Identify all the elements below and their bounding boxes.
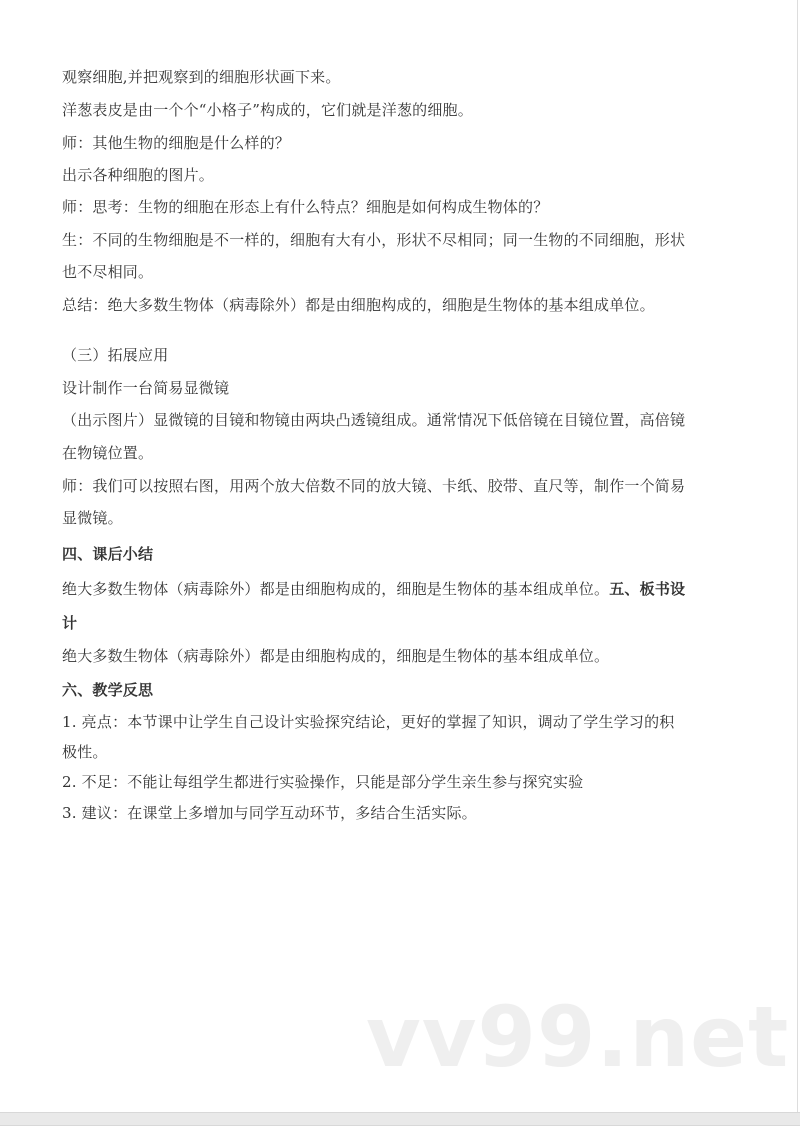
paragraph: 师：其他生物的细胞是什么样的？ [62,134,291,152]
paragraph: 观察细胞,并把观察到的细胞形状画下来。 [62,68,341,86]
paragraph: （出示图片）显微镜的目镜和物镜由两块凸透镜组成。通常情况下低倍镜在目镜位置，高倍镜 [62,411,686,429]
section-heading: 六、教学反思 [62,681,154,699]
paragraph: 总结：绝大多数生物体（病毒除外）都是由细胞构成的，细胞是生物体的基本组成单位。 [62,296,655,314]
section-heading: 四、课后小结 [62,545,154,563]
list-item: 2. 不足：不能让每组学生都进行实验操作，只能是部分学生亲生参与探究实验 [62,773,584,791]
paragraph: 师：思考：生物的细胞在形态上有什么特点？细胞是如何构成生物体的？ [62,198,549,216]
paragraph: 洋葱表皮是由一个个“小格子”构成的，它们就是洋葱的细胞。 [62,101,473,119]
section-heading: （三）拓展应用 [62,346,169,364]
paragraph: 绝大多数生物体（病毒除外）都是由细胞构成的，细胞是生物体的基本组成单位。 [62,647,610,665]
paragraph: 设计制作一台简易显微镜 [62,379,230,397]
paragraph: 在物镜位置。 [62,444,154,462]
paragraph [62,579,685,599]
list-item: 3. 建议：在课堂上多增加与同学互动环节，多结合生活实际。 [62,804,477,822]
list-item: 1. 亮点：本节课中让学生自己设计实验探究结论，更好的掌握了知识，调动了学生学习的积 [62,713,675,731]
paragraph: 也不尽相同。 [62,263,154,281]
paragraph: 师：我们可以按照右图，用两个放大倍数不同的放大镜、卡纸、胶带、直尺等，制作一个简易 [62,477,686,495]
paragraph: 生：不同的生物细胞是不一样的，细胞有大有小，形状不尽相同；同一生物的不同细胞，形状 [62,231,686,249]
section-heading: 五、板书设 [609,580,686,598]
paragraph: 出示各种细胞的图片。 [62,166,215,184]
page-separator [0,1112,800,1126]
paragraph: 显微镜。 [62,509,123,527]
section-heading-cont: 计 [62,614,78,632]
watermark: vv99.net [366,988,790,1086]
list-item-cont: 极性。 [62,743,108,761]
paragraph-text: 绝大多数生物体（病毒除外）都是由细胞构成的，细胞是生物体的基本组成单位。 [62,580,610,598]
